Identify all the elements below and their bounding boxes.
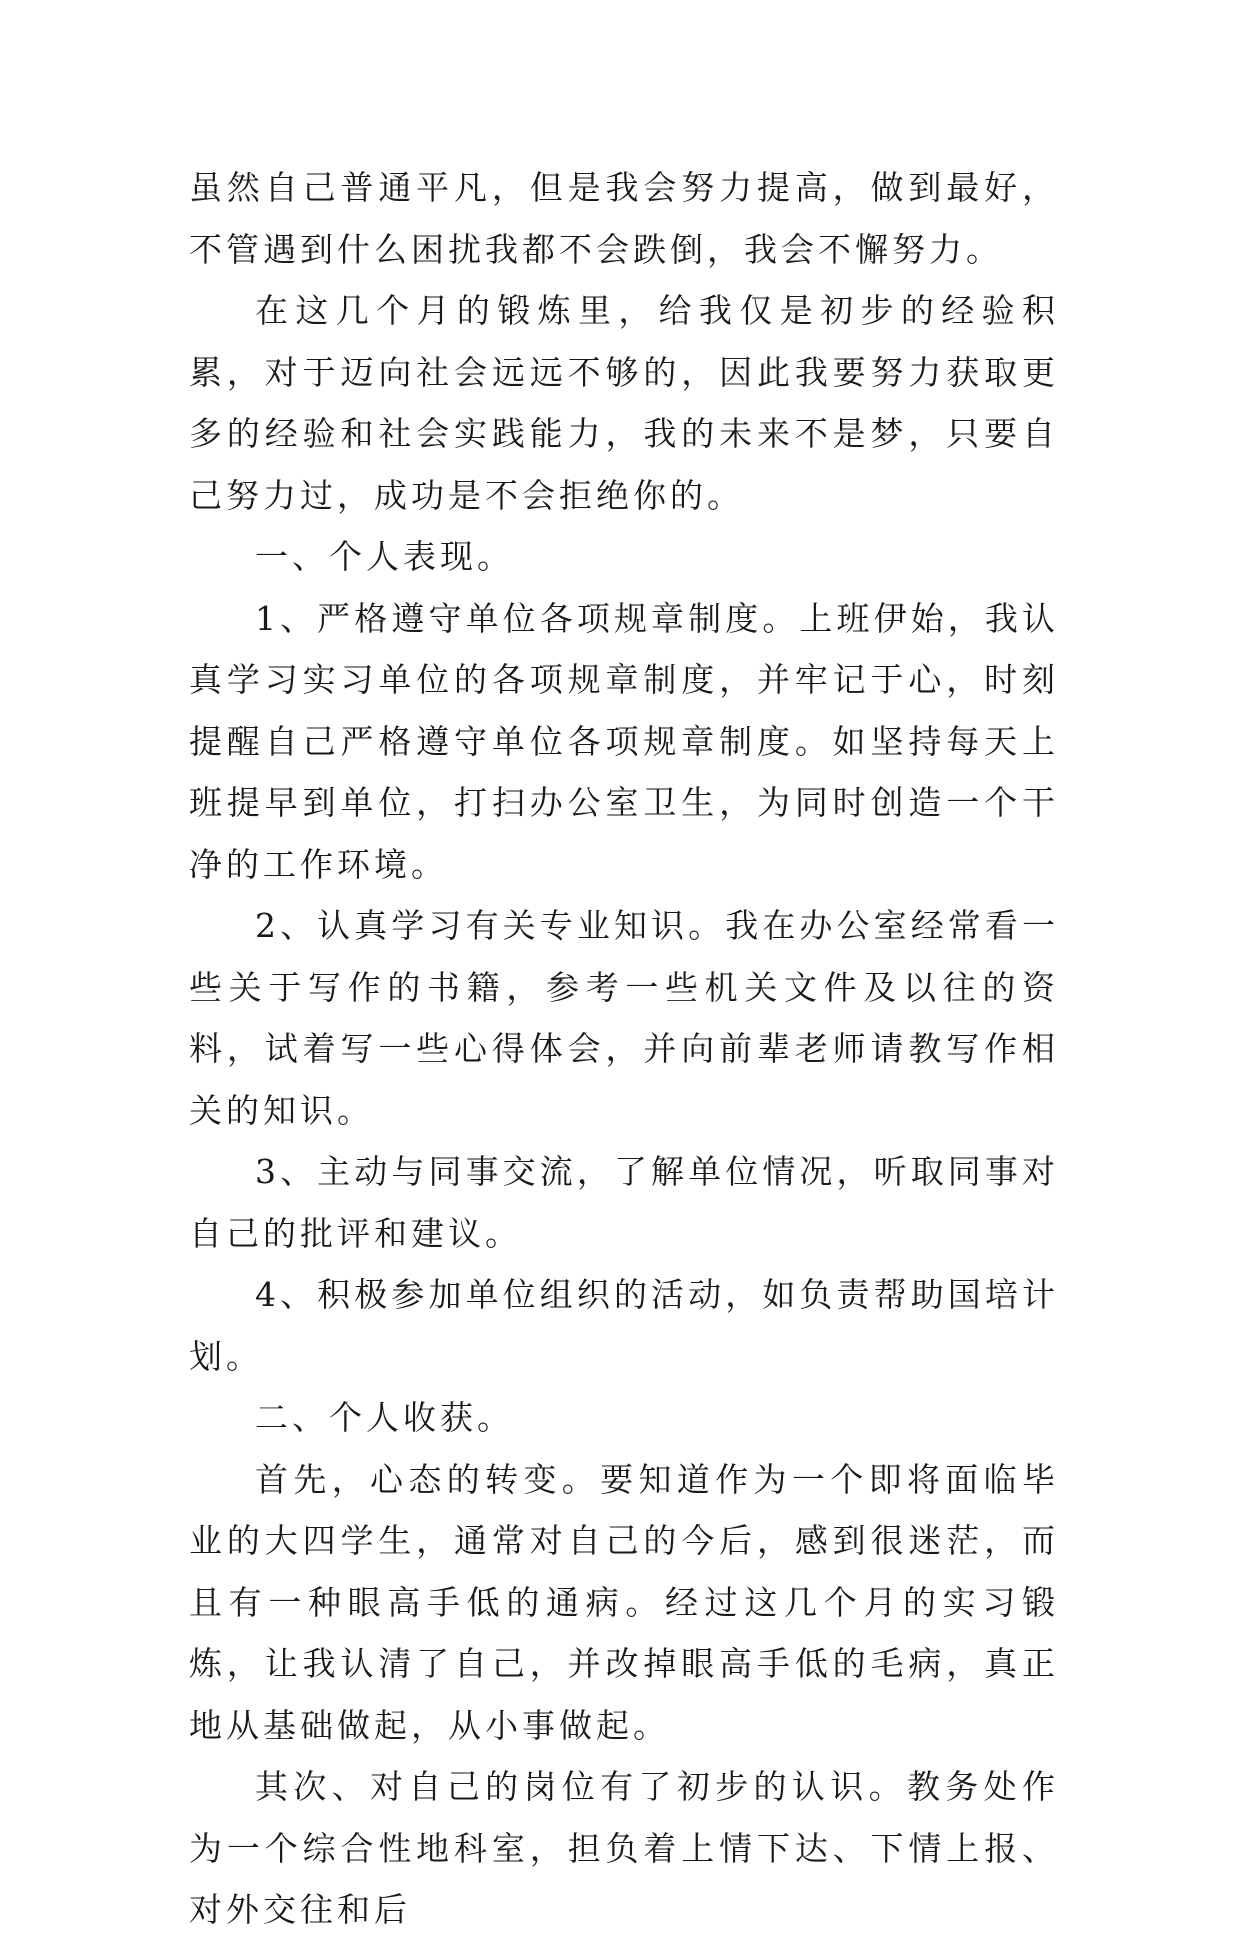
paragraph-1: 虽然自己普通平凡，但是我会努力提高，做到最好，不管遇到什么困扰我都不会跌倒，我会不懈努力。 (189, 168, 1059, 269)
paragraph-item-4: 4、积极参加单位组织的活动，如负责帮助国培计划。 (189, 1275, 1059, 1376)
paragraph-second: 其次、对自己的岗位有了初步的认识。教务处作为一个综合性地科室，担负着上情下达、下情上报、对外交往和后 (189, 1767, 1059, 1929)
section-heading-personal-gains: 二、个人收获。 (255, 1398, 514, 1437)
paragraph-item-2: 2、认真学习有关专业知识。我在办公室经常看一些关于写作的书籍，参考一些机关文件及以往的资料，试着写一些心得体会，并向前辈老师请教写作相关的知识。 (189, 906, 1059, 1130)
paragraph-2: 在这几个月的锻炼里，给我仅是初步的经验积累，对于迈向社会远远不够的，因此我要努力获取更多的经验和社会实践能力，我的未来不是梦，只要自己努力过，成功是不会拒绝你的。 (189, 291, 1059, 515)
section-heading-personal-performance: 一、个人表现。 (255, 537, 514, 576)
paragraph-item-3: 3、主动与同事交流，了解单位情况，听取同事对自己的批评和建议。 (189, 1152, 1059, 1253)
paragraph-first: 首先，心态的转变。要知道作为一个即将面临毕业的大四学生，通常对自己的今后，感到很迷茫，而且有一种眼高手低的通病。经过这几个月的实习锻炼，让我认清了自己，并改掉眼高手低的毛病，真正地从基础做起，从小事做起。 (189, 1459, 1059, 1745)
document-body (189, 157, 1059, 1941)
paragraph-item-1: 1、严格遵守单位各项规章制度。上班伊始，我认真学习实习单位的各项规章制度，并牢记于心，时刻提醒自己严格遵守单位各项规章制度。如坚持每天上班提早到单位，打扫办公室卫生，为同时创造一个干净的工作环境。 (189, 598, 1059, 884)
